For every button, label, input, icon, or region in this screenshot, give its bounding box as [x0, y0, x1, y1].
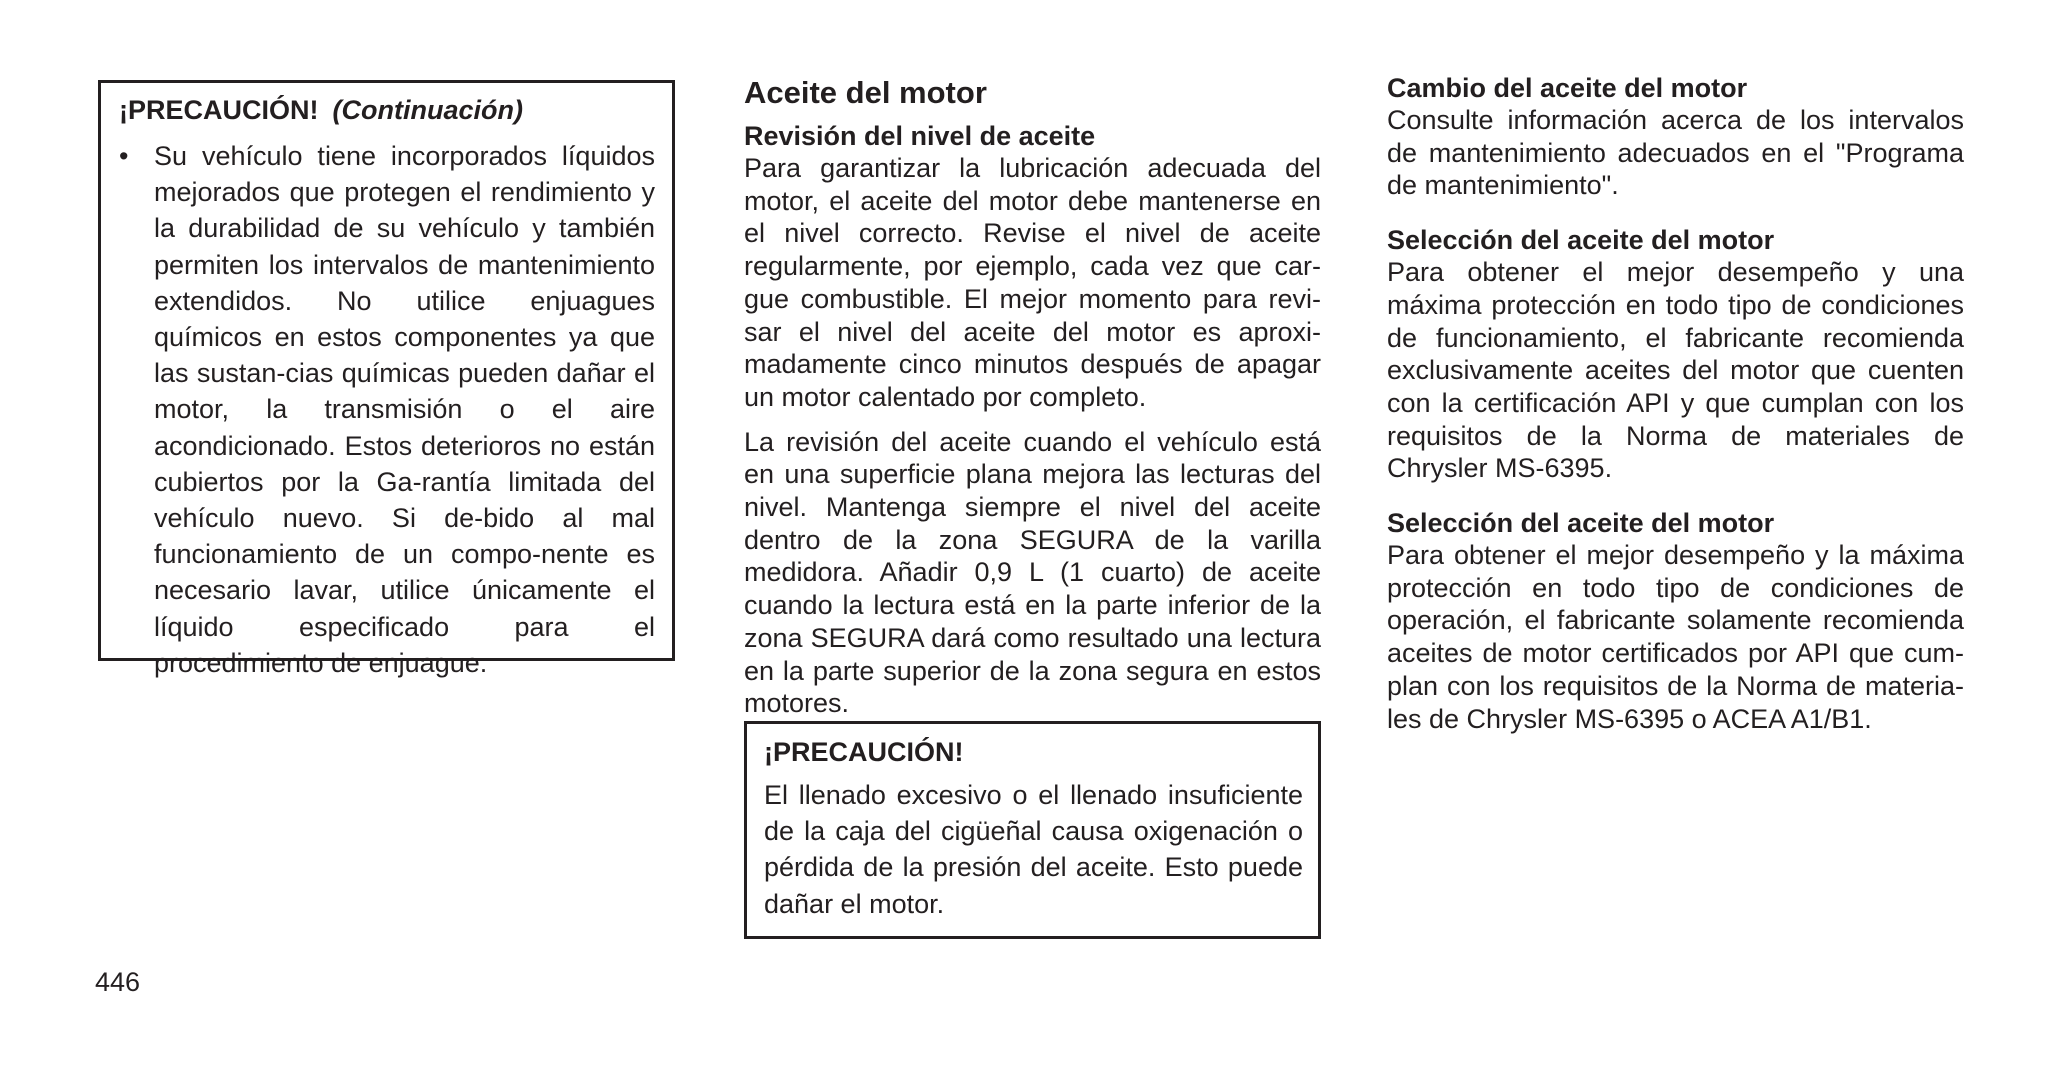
caution-bullet-text: Su vehículo tiene incorporados líquidos mejorados que protegen el rendimiento y la durabilidad de su vehículo y también permiten los intervalos de mantenimiento extendidos. No utilice enjuagues químicos en estos componentes ya que las sustan-cias químicas pueden dañar el motor, la transmisión o el aire acondicionado. Estos deterioros no están cubiertos por la Ga-rantía limitada del vehículo nuevo. Si de-bido al mal funcionamiento de un compo-nente es necesario lavar, utilice únicamente el líquido especificado para el procedimiento de enjuague. — [154, 141, 655, 678]
continuation-label: (Continuación) — [332, 95, 523, 125]
oil-selection-paragraph-2: Para obtener el mejor desempeño y la máxima protección en todo tipo de condiciones de operación, el fabricante solamente recomienda aceites de motor certificados por API que cum-plan con los requisitos de la Norma de materia-les de Chrysler MS-6395 o ACEA A1/B1. — [1387, 540, 1964, 734]
oil-level-reading-paragraph: La revisión del aceite cuando el vehículo está en una superficie plana mejora las lecturas del nivel. Mantenga siempre el nivel del aceite dentro de la zona SEGURA de la varilla medidora. Añadir 0,9 L (1 cuarto) de aceite cuando la lectura está en la parte inferior de la zona SEGURA dará como resultado una lectura en la parte superior de la zona segura en estos motores. — [744, 426, 1321, 719]
column-oil-change — [1387, 72, 1964, 747]
caution-bullet-item — [119, 138, 655, 681]
section-title: Aceite del motor — [744, 75, 987, 110]
column-engine-oil — [744, 72, 1321, 732]
oil-level-check-heading: Revisión del nivel de aceite — [744, 121, 1096, 151]
caution-label: ¡PRECAUCIÓN! — [119, 95, 319, 125]
caution-text: El llenado excesivo o el llenado insuficiente de la caja del cigüeñal causa oxigenación o pérdida de la presión del aceite. Esto puede dañar el motor. — [764, 780, 1303, 919]
caution-box-oil-level — [744, 721, 1321, 939]
oil-selection-paragraph: Para obtener el mejor desempeño y una máxima protección en todo tipo de condiciones de funcionamiento, el fabricante recomienda exclusivamente aceites del motor que cuenten con la certificación API y que cumplan con los requisitos de la Norma de materiales de Chrysler MS-6395. — [1387, 257, 1964, 484]
oil-level-check-paragraph: Para garantizar la lubricación adecuada del motor, el aceite del motor debe mantenerse en el nivel correcto. Revise el nivel de aceite regularmente, por ejemplo, cada vez que car-gue combustible. El mejor momento para revi-sar el nivel del aceite del motor es aproxi-madamente cinco minutos después de apagar un motor calentado por completo. — [744, 153, 1321, 412]
oil-change-paragraph: Consulte información acerca de los intervalos de mantenimiento adecuados en el "Programa de mantenimiento". — [1387, 105, 1964, 201]
caution-title — [119, 90, 655, 130]
caution-title: ¡PRECAUCIÓN! — [764, 737, 964, 767]
caution-box-continued — [98, 80, 675, 678]
page-number: 446 — [95, 967, 141, 997]
oil-change-heading: Cambio del aceite del motor — [1387, 73, 1748, 103]
oil-selection-heading-2: Selección del aceite del motor — [1387, 508, 1775, 539]
oil-selection-heading: Selección del aceite del motor — [1387, 225, 1775, 256]
bullet-icon: • — [119, 141, 129, 171]
